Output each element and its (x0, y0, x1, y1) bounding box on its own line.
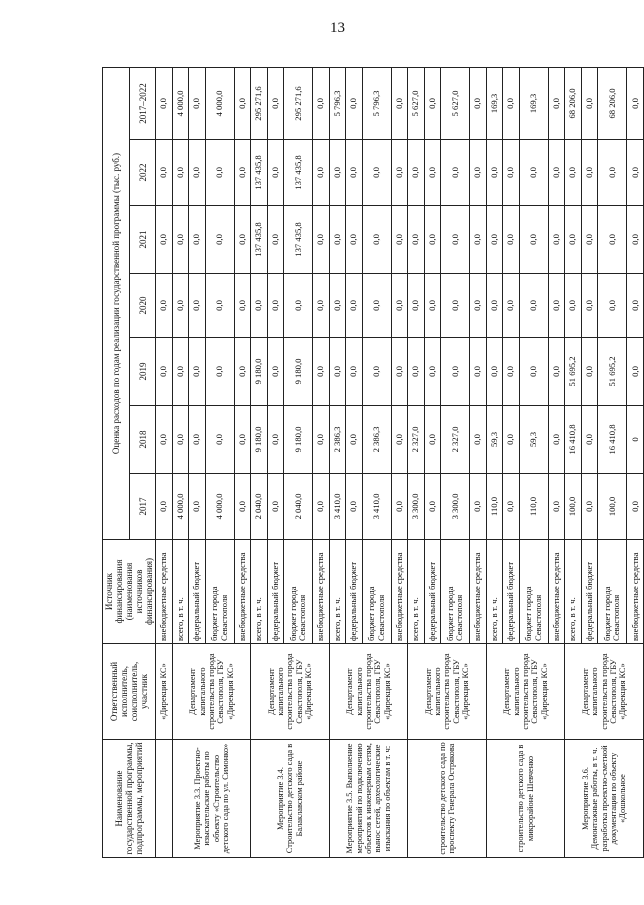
source-cell: бюджет города Севастополя (441, 540, 470, 644)
value-cell: 0,0 (234, 406, 250, 474)
value-cell: 0,0 (391, 68, 407, 140)
value-cell: 0,0 (267, 474, 283, 540)
value-cell: 0,0 (172, 338, 188, 406)
value-cell: 0,0 (346, 68, 362, 140)
measure-name-cell: строительство детского сада в микрорайоне Шевченко (486, 740, 565, 858)
value-cell: 0,0 (251, 274, 267, 338)
value-cell: 0,0 (548, 68, 564, 140)
value-cell: 68 206,0 (598, 68, 627, 140)
value-cell: 0,0 (205, 338, 234, 406)
value-cell: 0,0 (408, 274, 424, 338)
value-cell: 0,0 (598, 140, 627, 206)
value-cell: 0,0 (424, 474, 440, 540)
value-cell: 0,0 (234, 206, 250, 274)
value-cell: 0,0 (346, 406, 362, 474)
source-cell: внебюджетные средства (548, 540, 564, 644)
value-cell: 0,0 (391, 140, 407, 206)
source-cell: бюджет города Севастополя (519, 540, 548, 644)
value-cell: 0,0 (156, 474, 172, 540)
responsible-cell: Департамент капитального строительства города Севастополя, ГБУ «Дирекция КС» (251, 644, 330, 740)
value-cell: 0,0 (391, 274, 407, 338)
table-row (172, 68, 188, 858)
source-cell: внебюджетные средства (391, 540, 407, 644)
source-cell: внебюджетные средства (156, 540, 172, 644)
value-cell: 137 435,8 (284, 206, 313, 274)
value-cell: 0,0 (408, 140, 424, 206)
value-cell: 0,0 (156, 274, 172, 338)
value-cell: 169,3 (519, 68, 548, 140)
value-cell: 0,0 (391, 406, 407, 474)
value-cell: 51 695,2 (565, 338, 581, 406)
measure-name-cell: Мероприятие 3.3. Проектно-изыскательские работы по объекту «Строительство детского сада по ул. Симонко» (172, 740, 251, 858)
value-cell: 0,0 (548, 474, 564, 540)
measure-name-cell: Мероприятие 3.5. Выполнение мероприятий по подключению объектов к инженерным сетям, вынос сетей, археологические изыскания по объектам в т. ч: (329, 740, 408, 858)
value-cell: 4 000,0 (205, 68, 234, 140)
value-cell: 3 300,0 (408, 474, 424, 540)
value-cell: 0,0 (581, 274, 597, 338)
value-cell: 0,0 (470, 140, 486, 206)
value-cell: 100,0 (598, 474, 627, 540)
header-year: 2017 (129, 474, 156, 540)
value-cell: 0,0 (581, 474, 597, 540)
measure-name-cell: Мероприятие 3.6. Демонтажные работы, в т. ч. разработка проектно-сметной документации по объекту «Дошкольное (565, 740, 644, 858)
value-cell: 0,0 (313, 68, 329, 140)
value-cell: 9 180,0 (284, 338, 313, 406)
value-cell: 0,0 (503, 474, 519, 540)
header-row-1 (103, 68, 130, 858)
responsible-cell: Департамент капитального строительства города Севастополя, ГБУ «Дирекция КС» (486, 644, 565, 740)
value-cell: 0,0 (581, 206, 597, 274)
value-cell: 0,0 (519, 140, 548, 206)
value-cell: 137 435,8 (284, 140, 313, 206)
value-cell: 100,0 (565, 474, 581, 540)
value-cell: 0,0 (329, 140, 345, 206)
value-cell: 0,0 (329, 206, 345, 274)
value-cell: 16 410,8 (598, 406, 627, 474)
source-cell: внебюджетные средства (313, 540, 329, 644)
source-cell: всего, в т. ч. (565, 540, 581, 644)
value-cell: 0,0 (470, 338, 486, 406)
table-body (156, 68, 644, 858)
value-cell: 110,0 (486, 474, 502, 540)
value-cell: 5 627,0 (408, 68, 424, 140)
value-cell: 0,0 (548, 140, 564, 206)
table-row (408, 68, 424, 858)
value-cell: 0,0 (313, 406, 329, 474)
value-cell: 0,0 (234, 140, 250, 206)
value-cell: 0,0 (581, 140, 597, 206)
value-cell: 137 435,8 (251, 206, 267, 274)
value-cell: 0,0 (189, 338, 205, 406)
value-cell: 137 435,8 (251, 140, 267, 206)
value-cell: 0,0 (408, 206, 424, 274)
responsible-cell: Департамент капитального строительства города Севастополя, ГБУ «Дирекция КС» (329, 644, 408, 740)
header-group-title: Оценка расходов по годам реализации государственной программы (тыс. руб.) (103, 68, 130, 540)
responsible-cell: «Дирекция КС» (156, 644, 172, 740)
value-cell: 0,0 (548, 338, 564, 406)
value-cell: 5 796,3 (329, 68, 345, 140)
value-cell: 0,0 (486, 140, 502, 206)
value-cell: 0,0 (346, 274, 362, 338)
value-cell: 0,0 (205, 140, 234, 206)
value-cell: 0,0 (189, 140, 205, 206)
value-cell: 9 180,0 (251, 406, 267, 474)
value-cell: 3 410,0 (362, 474, 391, 540)
value-cell: 4 000,0 (172, 68, 188, 140)
measure-name-cell: Мероприятие 3.4. Строительство детского сада в Балаклавском районе (251, 740, 330, 858)
source-cell: всего, в т. ч. (329, 540, 345, 644)
page-number: 13 (330, 20, 345, 36)
value-cell: 0,0 (391, 206, 407, 274)
value-cell: 2 386,3 (362, 406, 391, 474)
value-cell: 0,0 (362, 206, 391, 274)
value-cell: 0,0 (598, 206, 627, 274)
value-cell: 0,0 (548, 406, 564, 474)
value-cell: 9 180,0 (284, 406, 313, 474)
value-cell: 0,0 (313, 338, 329, 406)
value-cell: 2 386,3 (329, 406, 345, 474)
source-cell: федеральный бюджет (189, 540, 205, 644)
value-cell: 295 271,6 (251, 68, 267, 140)
value-cell: 0,0 (408, 338, 424, 406)
value-cell: 59,3 (519, 406, 548, 474)
value-cell: 9 180,0 (251, 338, 267, 406)
value-cell: 0,0 (470, 406, 486, 474)
value-cell: 0,0 (313, 206, 329, 274)
value-cell: 0,0 (156, 140, 172, 206)
value-cell: 0,0 (598, 274, 627, 338)
value-cell: 5 627,0 (441, 68, 470, 140)
header-year: 2020 (129, 274, 156, 338)
value-cell: 0,0 (503, 274, 519, 338)
source-cell: бюджет города Севастополя (205, 540, 234, 644)
value-cell: 4 000,0 (172, 474, 188, 540)
header-year: 2022 (129, 140, 156, 206)
value-cell: 0,0 (424, 274, 440, 338)
value-cell: 0,0 (424, 206, 440, 274)
value-cell: 0,0 (486, 206, 502, 274)
value-cell: 0,0 (424, 406, 440, 474)
table-row (251, 68, 267, 858)
value-cell: 0,0 (486, 274, 502, 338)
value-cell: 2 040,0 (284, 474, 313, 540)
value-cell: 0,0 (503, 68, 519, 140)
value-cell: 0,0 (581, 406, 597, 474)
responsible-cell: Департамент капитального строительства города Севастополя, ГБУ «Дирекция КС» (565, 644, 644, 740)
value-cell: 3 300,0 (441, 474, 470, 540)
value-cell: 0,0 (267, 68, 283, 140)
value-cell: 0,0 (441, 206, 470, 274)
value-cell: 0,0 (234, 338, 250, 406)
value-cell: 0,0 (503, 338, 519, 406)
source-cell: федеральный бюджет (346, 540, 362, 644)
header-responsible: Ответственный исполнитель, соисполнитель, участник (103, 644, 156, 740)
value-cell: 0,0 (441, 274, 470, 338)
source-cell: федеральный бюджет (267, 540, 283, 644)
source-cell: всего, в т. ч. (172, 540, 188, 644)
value-cell: 16 410,8 (565, 406, 581, 474)
value-cell: 0,0 (329, 274, 345, 338)
value-cell: 0,0 (470, 474, 486, 540)
value-cell: 0,0 (565, 140, 581, 206)
value-cell: 295 271,6 (284, 68, 313, 140)
value-cell: 0,0 (565, 206, 581, 274)
value-cell: 0,0 (156, 206, 172, 274)
value-cell: 0,0 (627, 338, 644, 406)
source-cell: бюджет города Севастополя (362, 540, 391, 644)
header-year: 2021 (129, 206, 156, 274)
value-cell: 0,0 (267, 206, 283, 274)
value-cell: 0,0 (172, 140, 188, 206)
value-cell: 0,0 (581, 338, 597, 406)
value-cell: 0,0 (267, 274, 283, 338)
value-cell: 0,0 (627, 274, 644, 338)
source-cell: внебюджетные средства (234, 540, 250, 644)
value-cell: 0,0 (267, 140, 283, 206)
value-cell: 0,0 (267, 406, 283, 474)
value-cell: 0,0 (172, 274, 188, 338)
value-cell: 169,3 (486, 68, 502, 140)
value-cell: 0,0 (313, 474, 329, 540)
value-cell: 2 040,0 (251, 474, 267, 540)
value-cell: 3 410,0 (329, 474, 345, 540)
value-cell: 0,0 (503, 140, 519, 206)
value-cell: 0,0 (156, 406, 172, 474)
header-source: Источник финансирования (наименования источников финансирования) (103, 540, 156, 644)
value-cell: 0,0 (362, 338, 391, 406)
value-cell: 0,0 (581, 68, 597, 140)
header-year: 2019 (129, 338, 156, 406)
budget-table (102, 67, 644, 858)
value-cell: 0,0 (172, 206, 188, 274)
table-row-top (156, 68, 172, 858)
rotated-table-wrapper (102, 68, 640, 858)
value-cell: 0,0 (189, 68, 205, 140)
value-cell: 0,0 (329, 338, 345, 406)
value-cell: 0,0 (172, 406, 188, 474)
value-cell: 2 327,0 (441, 406, 470, 474)
table-row (329, 68, 345, 858)
value-cell: 0,0 (362, 274, 391, 338)
value-cell: 0,0 (470, 206, 486, 274)
value-cell: 0,0 (234, 474, 250, 540)
value-cell: 0 (627, 406, 644, 474)
value-cell: 0,0 (627, 474, 644, 540)
value-cell: 0,0 (503, 406, 519, 474)
value-cell: 0,0 (189, 474, 205, 540)
value-cell: 0,0 (391, 474, 407, 540)
value-cell: 0,0 (391, 338, 407, 406)
value-cell: 0,0 (189, 206, 205, 274)
value-cell: 0,0 (519, 338, 548, 406)
value-cell: 0,0 (234, 274, 250, 338)
value-cell: 0,0 (470, 274, 486, 338)
value-cell: 0,0 (627, 140, 644, 206)
value-cell: 0,0 (284, 274, 313, 338)
value-cell: 0,0 (441, 140, 470, 206)
table-row (486, 68, 502, 858)
responsible-cell: Департамент капитального строительства города Севастополя, ГБУ «Дирекция КС» (408, 644, 487, 740)
value-cell: 110,0 (519, 474, 548, 540)
value-cell: 0,0 (189, 274, 205, 338)
value-cell: 0,0 (519, 274, 548, 338)
source-cell: всего, в т. ч. (408, 540, 424, 644)
source-cell: федеральный бюджет (581, 540, 597, 644)
value-cell: 0,0 (205, 206, 234, 274)
value-cell: 0,0 (346, 140, 362, 206)
value-cell: 68 206,0 (565, 68, 581, 140)
value-cell: 0,0 (424, 338, 440, 406)
value-cell: 0,0 (519, 206, 548, 274)
value-cell: 0,0 (627, 206, 644, 274)
source-cell: бюджет города Севастополя (598, 540, 627, 644)
source-cell: федеральный бюджет (424, 540, 440, 644)
value-cell: 4 000,0 (205, 474, 234, 540)
value-cell: 0,0 (346, 206, 362, 274)
value-cell: 0,0 (470, 68, 486, 140)
value-cell: 0,0 (205, 406, 234, 474)
value-cell: 0,0 (362, 140, 391, 206)
responsible-cell: Департамент капитального строительства города Севастополя, ГБУ «Дирекция КС» (172, 644, 251, 740)
value-cell: 0,0 (503, 206, 519, 274)
value-cell: 0,0 (627, 68, 644, 140)
source-cell: бюджет города Севастополя (284, 540, 313, 644)
name-cell (156, 740, 172, 858)
header-year: 2017–2022 (129, 68, 156, 140)
value-cell: 0,0 (486, 338, 502, 406)
value-cell: 0,0 (205, 274, 234, 338)
value-cell: 0,0 (548, 274, 564, 338)
value-cell: 51 695,2 (598, 338, 627, 406)
measure-name-cell: строительство детского сада по проспекту Генерала Острякова (408, 740, 487, 858)
value-cell: 0,0 (441, 338, 470, 406)
source-cell: внебюджетные средства (627, 540, 644, 644)
source-cell: всего, в т. ч. (251, 540, 267, 644)
value-cell: 0,0 (156, 338, 172, 406)
value-cell: 0,0 (234, 68, 250, 140)
value-cell: 0,0 (548, 206, 564, 274)
table-row (565, 68, 581, 858)
value-cell: 0,0 (267, 338, 283, 406)
value-cell: 0,0 (313, 140, 329, 206)
value-cell: 0,0 (189, 406, 205, 474)
value-cell: 5 796,3 (362, 68, 391, 140)
value-cell: 0,0 (346, 338, 362, 406)
value-cell: 0,0 (156, 68, 172, 140)
value-cell: 0,0 (424, 140, 440, 206)
header-name: Наименование государственной программы, подпрограммы, мероприятий (103, 740, 156, 858)
value-cell: 59,3 (486, 406, 502, 474)
value-cell: 0,0 (313, 274, 329, 338)
value-cell: 2 327,0 (408, 406, 424, 474)
value-cell: 0,0 (565, 274, 581, 338)
value-cell: 0,0 (346, 474, 362, 540)
source-cell: всего, в т. ч. (486, 540, 502, 644)
header-year: 2018 (129, 406, 156, 474)
source-cell: внебюджетные средства (470, 540, 486, 644)
source-cell: федеральный бюджет (503, 540, 519, 644)
value-cell: 0,0 (424, 68, 440, 140)
